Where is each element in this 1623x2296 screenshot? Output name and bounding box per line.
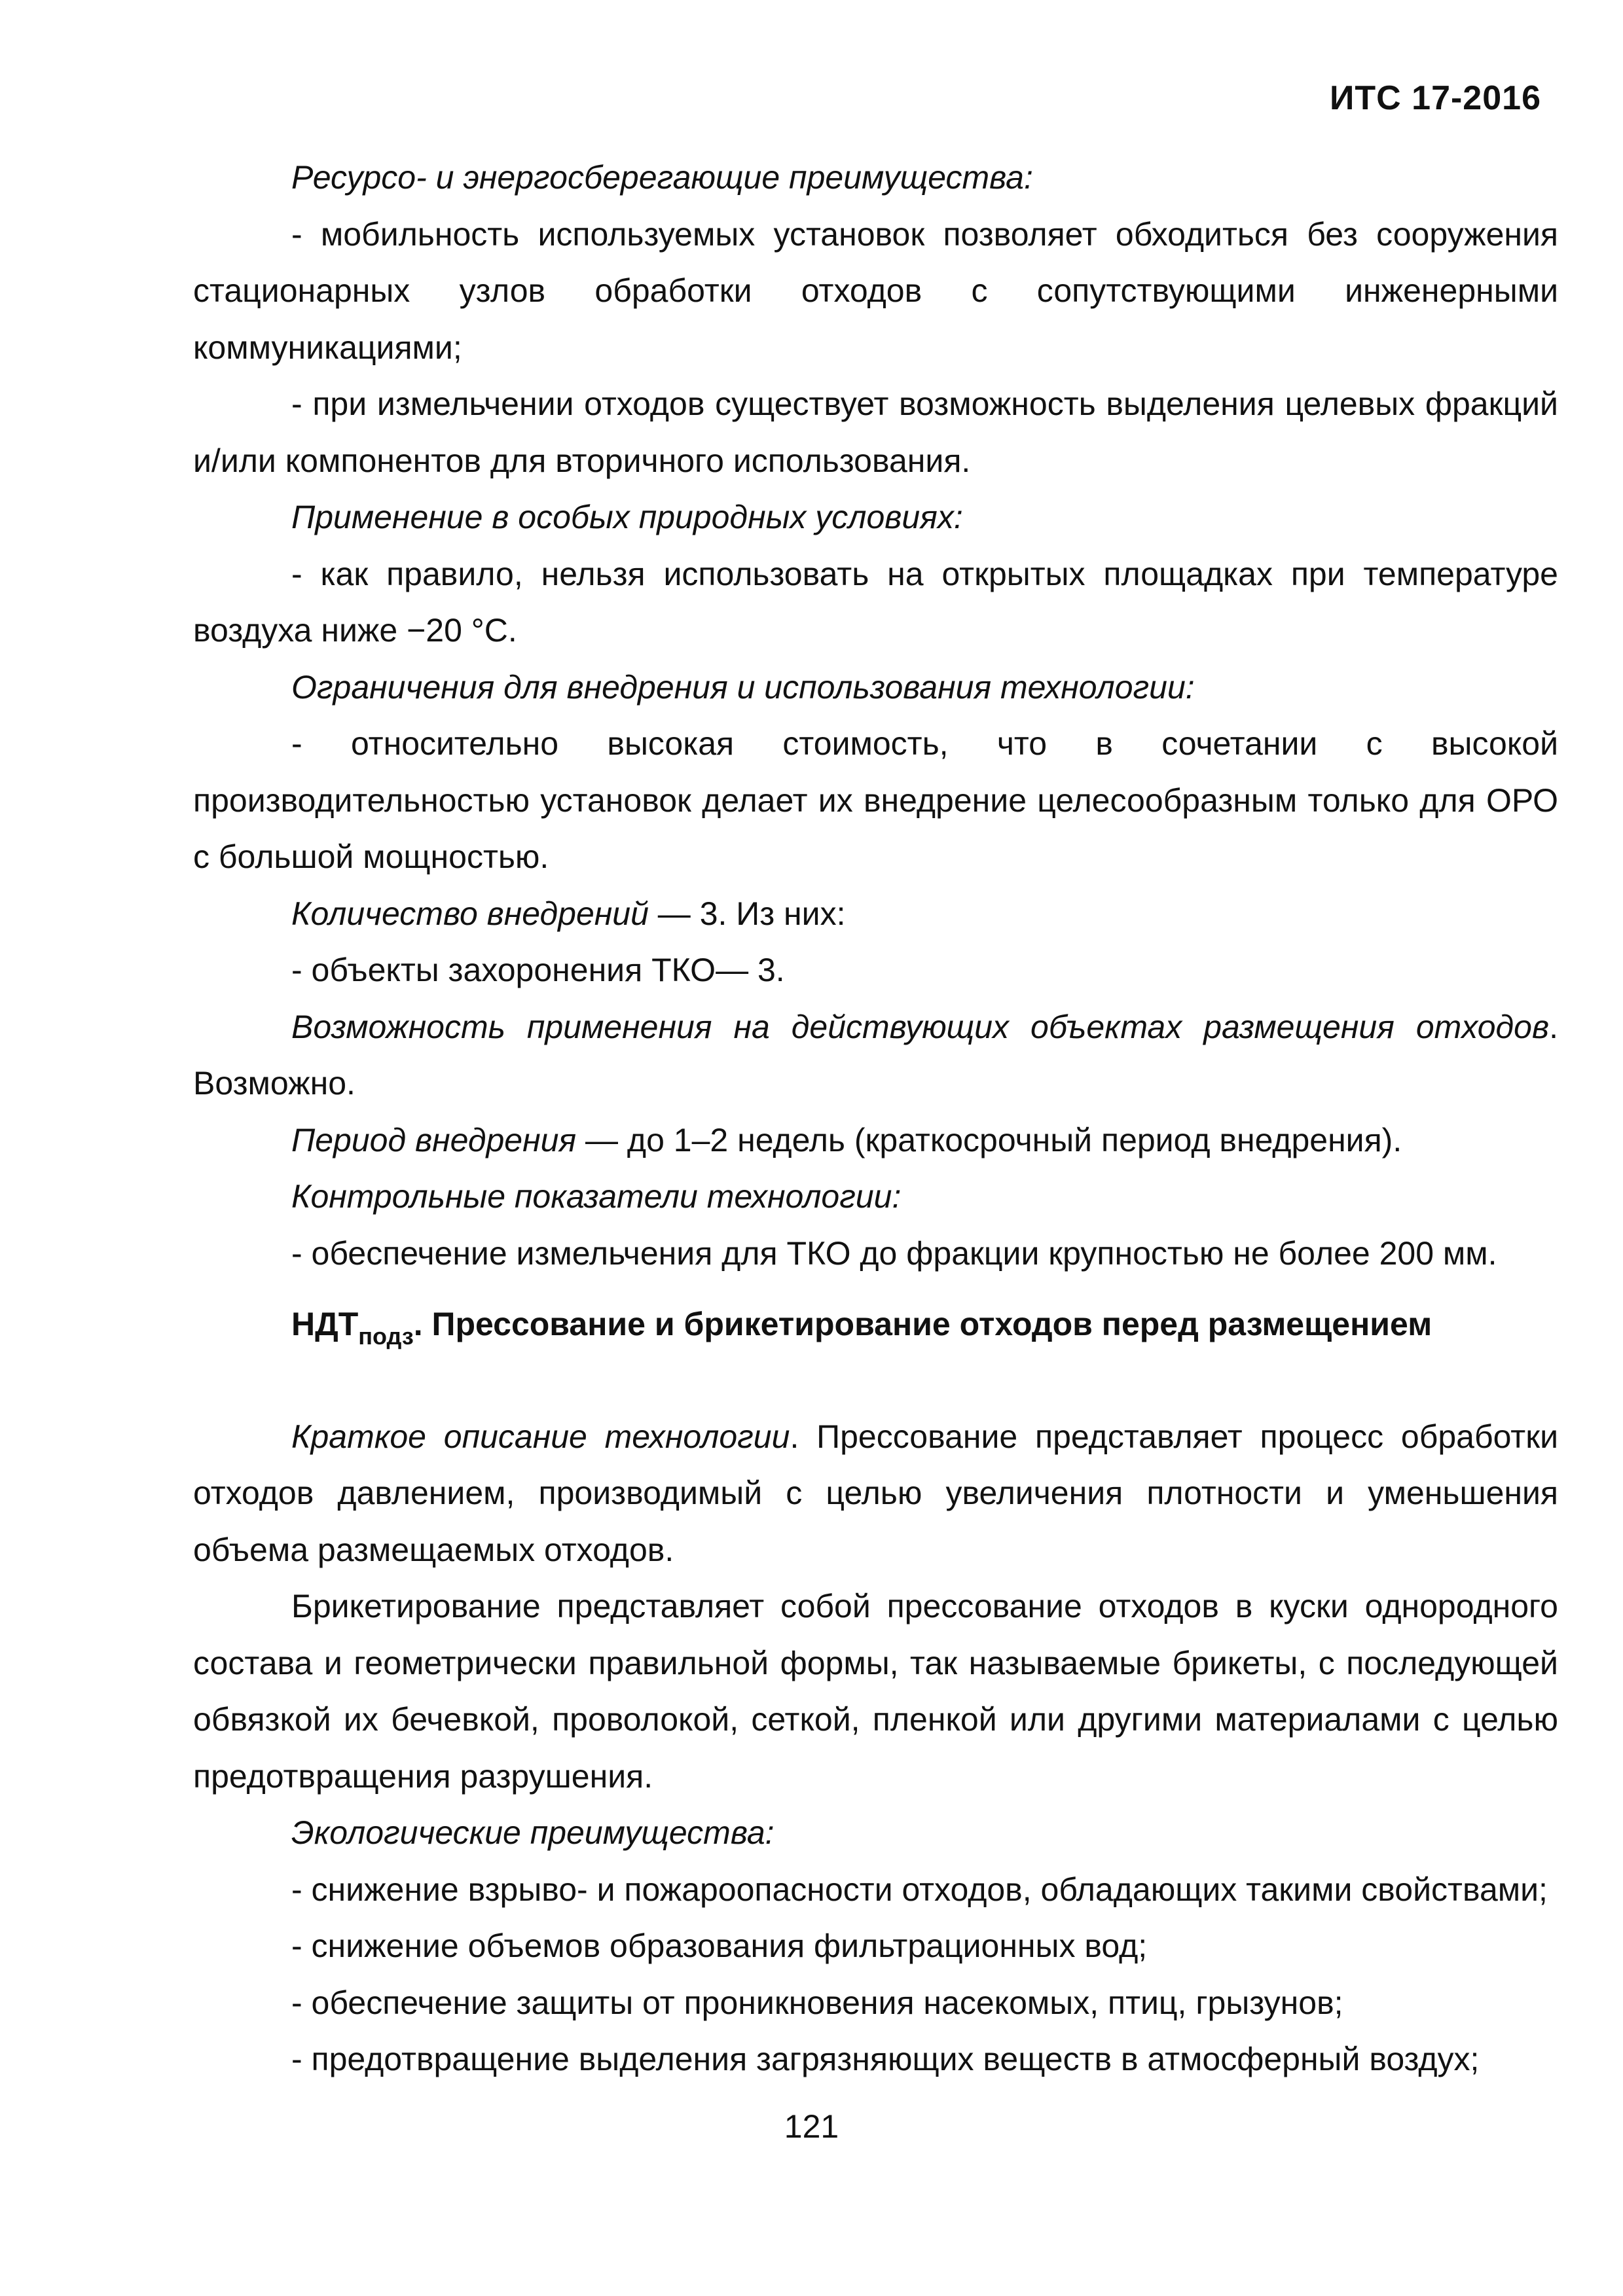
ecological-benefit-item: - предотвращение выделения загрязняющих веществ в атмосферный воздух; <box>291 2041 1480 2077</box>
technology-description <box>193 1408 1558 1579</box>
ecological-benefit-item: - снижение объемов образования фильтрационных вод; <box>291 1928 1148 1964</box>
page-body <box>193 149 1558 2088</box>
natural-conditions-item: - как правило, нельзя использовать на открытых площадках при температуре воздуха ниже −20 °С. <box>193 555 1558 649</box>
implementation-period-value: — до 1–2 недель (краткосрочный период внедрения). <box>576 1121 1402 1158</box>
document-code: ИТС 17-2016 <box>1330 79 1541 117</box>
applicability <box>193 999 1558 1112</box>
ecological-benefit-item: - обеспечение защиты от проникновения насекомых, птиц, грызунов; <box>291 1984 1343 2021</box>
resource-benefit-item: - при измельчении отходов существует возможность выделения целевых фракций и/или компонентов для вторичного использования. <box>193 386 1558 479</box>
applicability-value: . Возможно. <box>193 1008 1558 1102</box>
limitations-heading: Ограничения для внедрения и использования технологии: <box>291 668 1195 706</box>
control-indicators-heading: Контрольные показатели технологии: <box>291 1178 902 1215</box>
section-title-subscript: подз <box>358 1323 414 1350</box>
implementations-count <box>193 886 1558 942</box>
ecological-benefit-item: - снижение взрыво- и пожароопасности отходов, обладающих такими свойствами; <box>291 1871 1548 1908</box>
technology-description-text: . Прессование представляет процесс обработки отходов давлением, производимый с целью увеличения плотности и уменьшения объема размещаемых отходов. <box>193 1418 1558 1568</box>
resource-benefit-item: - мобильность используемых установок позволяет обходиться без сооружения стационарных узлов обработки отходов с сопутствующими инженерными коммуникациями; <box>193 215 1558 366</box>
applicability-label: Возможность применения на действующих объектах размещения отходов <box>291 1008 1550 1045</box>
technology-description-label: Краткое описание технологии <box>291 1418 790 1455</box>
implementations-count-value: — 3. Из них: <box>648 895 846 932</box>
implementations-count-label: Количество внедрений <box>291 895 649 932</box>
implementation-period <box>193 1112 1558 1169</box>
page-number: 121 <box>784 2108 839 2145</box>
ecological-benefits-heading: Экологические преимущества: <box>291 1814 775 1851</box>
implementations-item: - объекты захоронения ТКО— 3. <box>291 952 785 988</box>
implementation-period-label: Период внедрения <box>291 1121 577 1158</box>
resource-benefits-heading: Ресурсо- и энергосберегающие преимущества: <box>291 159 1033 196</box>
limitations-item: - относительно высокая стоимость, что в сочетании с высокой производительностью установок делает их внедрение целесообразным только для ОРО с большой мощностью. <box>193 725 1558 875</box>
natural-conditions-heading: Применение в особых природных условиях: <box>291 499 963 535</box>
briquetting-paragraph: Брикетирование представляет собой прессование отходов в куски однородного состава и геометрически правильной формы, так называемые брикеты, с последующей обвязкой их бечевкой, проволокой, сеткой, пленкой или другими материалами с целью предотвращения разрушения. <box>193 1588 1558 1795</box>
section-title-prefix: НДТ <box>291 1306 359 1342</box>
section-title <box>193 1296 1558 1356</box>
control-indicators-item: - обеспечение измельчения для ТКО до фракции крупностью не более 200 мм. <box>291 1234 1497 1272</box>
section-title-text: . Прессование и брикетирование отходов перед размещением <box>413 1306 1432 1342</box>
